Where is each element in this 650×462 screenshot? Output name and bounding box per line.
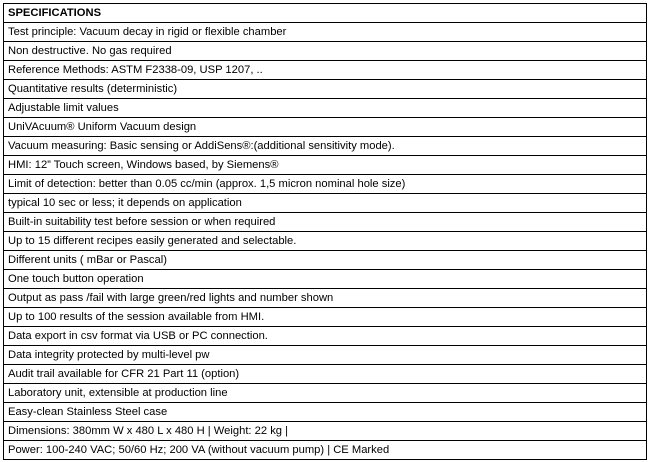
table-row <box>4 118 647 137</box>
spec-cell: Output as pass /fail with large green/red lights and number shown <box>4 289 647 308</box>
table-row <box>4 422 647 441</box>
spec-cell: Built-in suitability test before session or when required <box>4 213 647 232</box>
spec-cell: Power: 100-240 VAC; 50/60 Hz; 200 VA (without vacuum pump) | CE Marked <box>4 441 647 460</box>
spec-cell: Adjustable limit values <box>4 99 647 118</box>
spec-cell: Different units ( mBar or Pascal) <box>4 251 647 270</box>
table-row <box>4 99 647 118</box>
specifications-table <box>3 3 647 460</box>
spec-cell: Test principle: Vacuum decay in rigid or flexible chamber <box>4 23 647 42</box>
table-row <box>4 365 647 384</box>
table-row <box>4 156 647 175</box>
table-row <box>4 384 647 403</box>
spec-cell: Audit trail available for CFR 21 Part 11 (option) <box>4 365 647 384</box>
table-row <box>4 441 647 460</box>
table-row <box>4 42 647 61</box>
spec-cell: Dimensions: 380mm W x 480 L x 480 H | Weight: 22 kg | <box>4 422 647 441</box>
table-row <box>4 213 647 232</box>
table-row <box>4 175 647 194</box>
spec-cell: HMI: 12” Touch screen, Windows based, by Siemens® <box>4 156 647 175</box>
spec-cell: typical 10 sec or less; it depends on application <box>4 194 647 213</box>
specifications-table-body <box>4 4 647 460</box>
table-row <box>4 61 647 80</box>
spec-cell: Quantitative results (deterministic) <box>4 80 647 99</box>
spec-cell: Reference Methods: ASTM F2338-09, USP 1207, .. <box>4 61 647 80</box>
spec-cell: Data integrity protected by multi-level pw <box>4 346 647 365</box>
spec-cell: Data export in csv format via USB or PC connection. <box>4 327 647 346</box>
table-row <box>4 137 647 156</box>
table-row <box>4 403 647 422</box>
table-row <box>4 232 647 251</box>
table-row <box>4 289 647 308</box>
spec-cell: Up to 100 results of the session available from HMI. <box>4 308 647 327</box>
spec-cell: Non destructive. No gas required <box>4 42 647 61</box>
table-row <box>4 251 647 270</box>
table-row <box>4 327 647 346</box>
table-row <box>4 270 647 289</box>
spec-cell: Laboratory unit, extensible at production line <box>4 384 647 403</box>
table-row <box>4 346 647 365</box>
table-header-row <box>4 4 647 23</box>
table-heading: SPECIFICATIONS <box>4 4 647 23</box>
spec-cell: UniVAcuum® Uniform Vacuum design <box>4 118 647 137</box>
table-row <box>4 308 647 327</box>
spec-cell: Limit of detection: better than 0.05 cc/min (approx. 1,5 micron nominal hole size) <box>4 175 647 194</box>
table-row <box>4 80 647 99</box>
spec-cell: Easy-clean Stainless Steel case <box>4 403 647 422</box>
spec-cell: Vacuum measuring: Basic sensing or AddiSens®:(additional sensitivity mode). <box>4 137 647 156</box>
table-row <box>4 23 647 42</box>
spec-cell: One touch button operation <box>4 270 647 289</box>
table-row <box>4 194 647 213</box>
spec-cell: Up to 15 different recipes easily generated and selectable. <box>4 232 647 251</box>
